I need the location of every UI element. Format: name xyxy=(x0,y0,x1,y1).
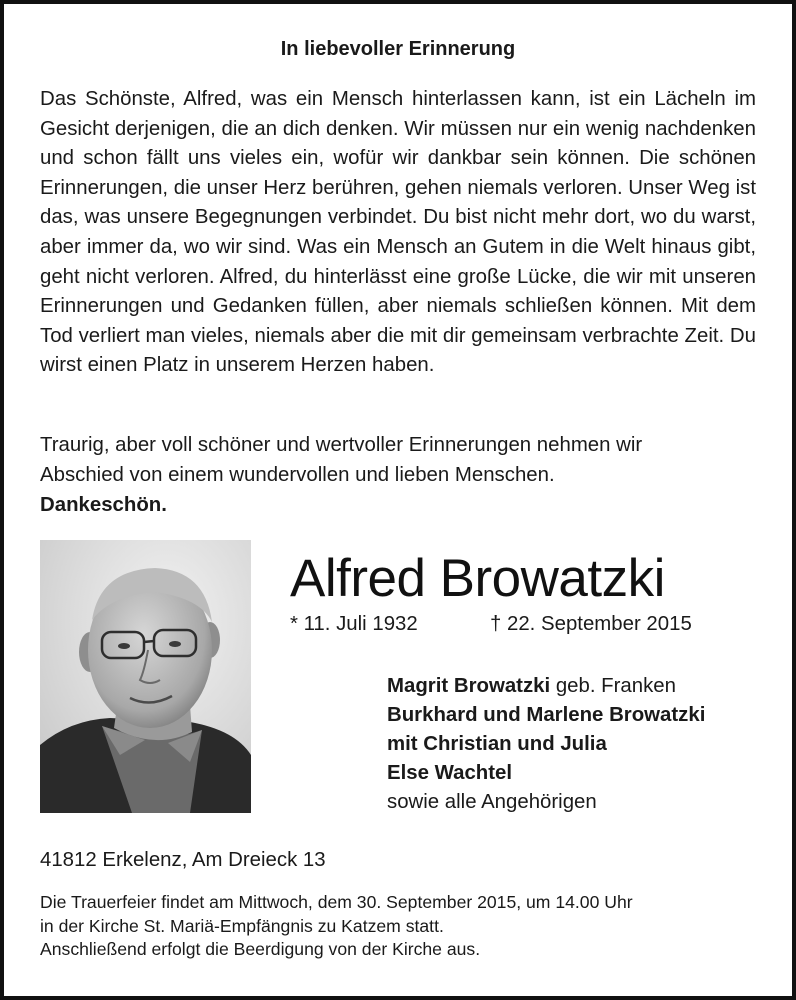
maiden-name: geb. Franken xyxy=(550,675,676,697)
portrait-image xyxy=(40,540,251,813)
portrait-photo xyxy=(40,540,251,813)
thanks-line: Dankeschön. xyxy=(40,494,167,516)
mourner-line-2: Burkhard und Marlene Browatzki xyxy=(387,704,706,726)
service-line-3: Anschließend erfolgt die Beerdigung von der Kirche aus. xyxy=(40,939,481,959)
mourner-line-3: mit Christian und Julia xyxy=(387,733,607,755)
service-line-2: in der Kirche St. Mariä-Empfängnis zu Katzem statt. xyxy=(40,915,444,936)
birth-date: * 11. Juli 1932 xyxy=(290,613,418,635)
memorial-text: Das Schönste, Alfred, was ein Mensch hinterlassen kann, ist ein Lächeln im Gesicht derjenigen, die an dich denken. Wir müssen nur ein wenig nachdenken und schon fällt uns vieles ein, wofür wir dankbar sein können. Die schönen Erinnerungen, die unser Herz berühren, gehen niemals verloren. Unser Weg ist das, was unsere Begegnungen verbindet. Du bist nicht mehr dort, wo du warst, aber immer da, wo wir sind. Was ein Mensch an Gutem in die Welt hinaus gibt, geht nicht verloren. Alfred, du hinterlässt eine große Lücke, die wir mit unseren Erinnerungen und Gedanken füllen, aber niemals schließen können. Mit dem Tod verliert man vieles, niemals aber die mit dir gemeinsam verbrachte Zeit. Du wirst einen Platz in unserem Herzen haben. xyxy=(40,88,756,377)
closing-block xyxy=(40,430,756,520)
mourner-name: Magrit Browatzki xyxy=(387,675,551,697)
service-info xyxy=(40,891,633,962)
mourners-list xyxy=(387,672,705,817)
death-date: † 22. September 2015 xyxy=(490,613,692,635)
mourner-line-1 xyxy=(387,672,705,701)
service-line-1: Die Trauerfeier findet am Mittwoch, dem 30. September 2015, um 14.00 Uhr xyxy=(40,892,633,912)
closing-line-2: Abschied von einem wundervollen und lieben Menschen. xyxy=(40,464,555,486)
notice-heading: In liebevoller Erinnerung xyxy=(280,38,516,60)
mourner-line-4: Else Wachtel xyxy=(387,762,513,784)
deceased-name: Alfred Browatzki xyxy=(290,549,665,608)
closing-line-1: Traurig, aber voll schöner und wertvoller Erinnerungen nehmen wir xyxy=(40,434,643,456)
address: 41812 Erkelenz, Am Dreieck 13 xyxy=(40,849,326,871)
mourner-line-5: sowie alle Angehörigen xyxy=(387,791,597,813)
